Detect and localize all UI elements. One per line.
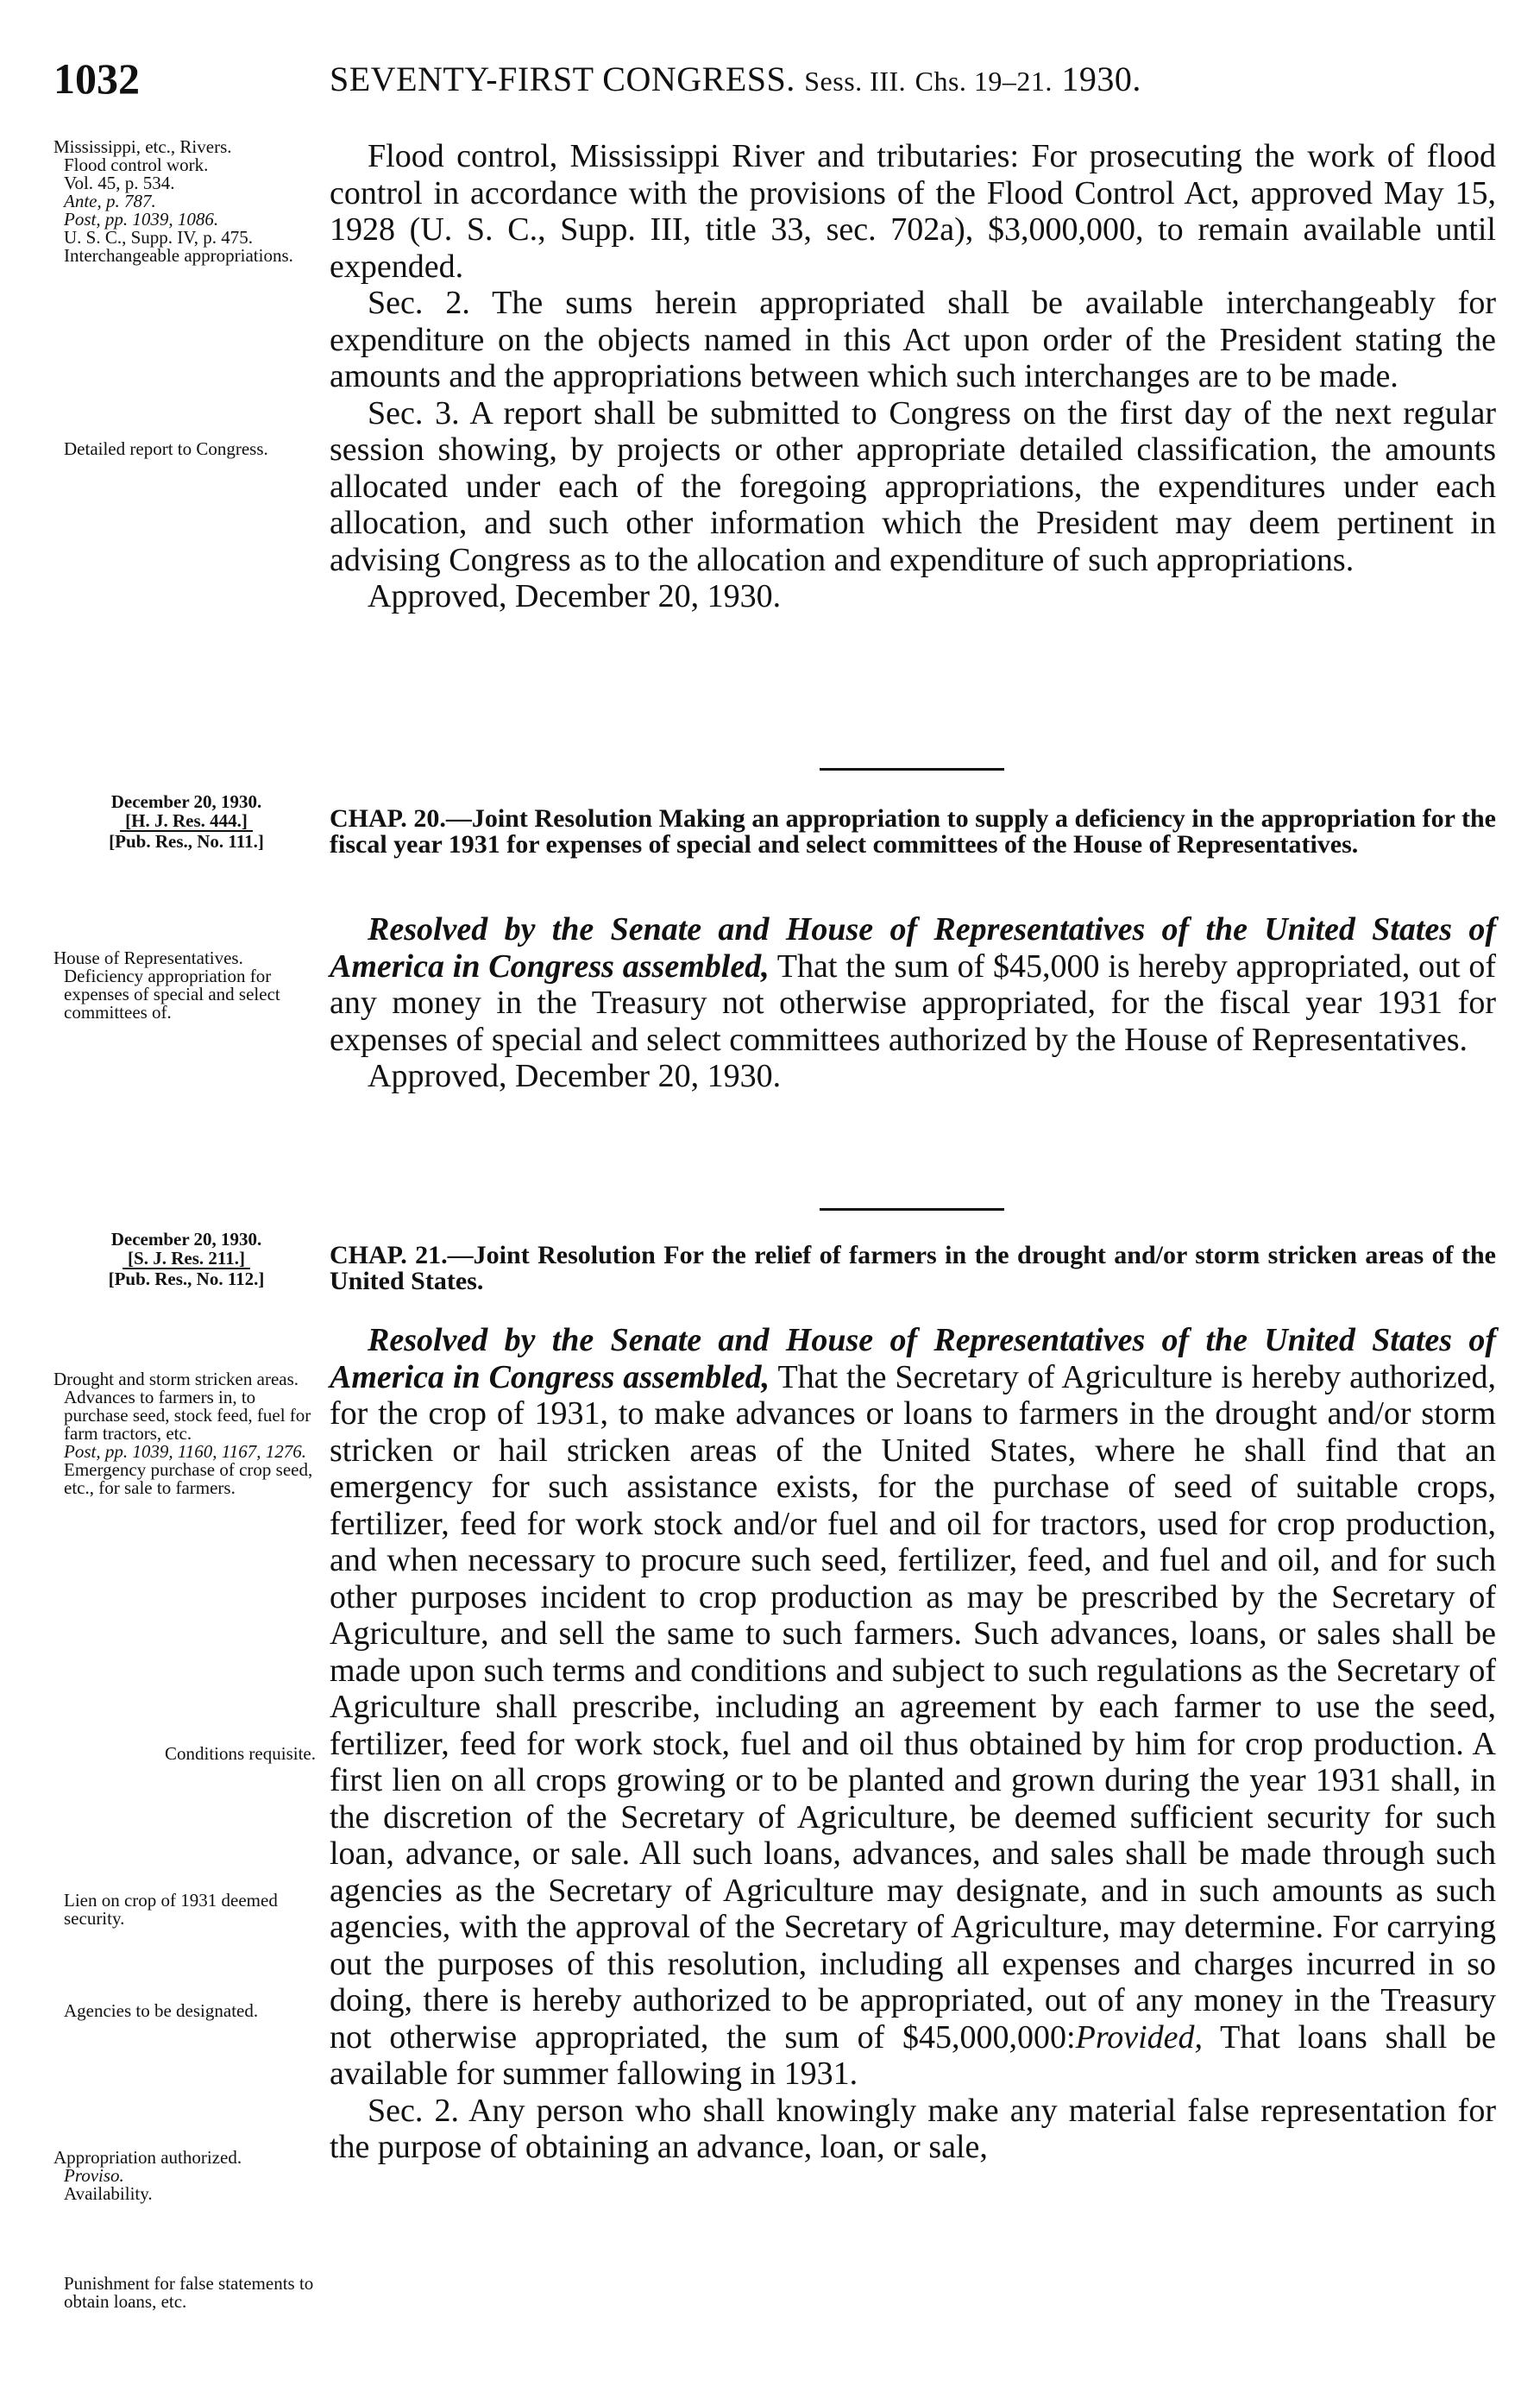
chap20-margin-notes [53,949,319,1022]
chap21-margin-drought [53,1370,319,1497]
margin-note: Advances to farmers in, to purchase seed, stock feed, fuel for farm tractors, etc. [64,1387,311,1444]
margin-notes-flood [53,138,319,265]
chap20-pub: [Pub. Res., No. 111.] [109,831,264,852]
paragraph [330,911,1496,1058]
paragraph: Sec. 2. Any person who shall knowingly make any material false representation for the purpose of obtaining an advance, loan, or sale, [330,2092,1496,2165]
margin-note: Post, pp. 1039, 1086. [64,209,219,230]
chap20-date-box [53,792,319,851]
margin-note: Availability. [64,2183,153,2204]
session-label: Sess. III. [804,66,907,97]
running-header [53,54,1503,105]
section-divider [820,1208,1004,1211]
chap21-margin-lien [53,1892,319,1928]
year-label: 1930. [1061,60,1141,98]
margin-note: Conditions requisite. [165,1743,316,1764]
chap21-margin-punishment [53,2275,319,2311]
approval-line: Approved, December 20, 1930. [368,1058,782,1094]
margin-note-report [53,440,319,458]
chap21-date-box [53,1230,319,1288]
paragraph: Sec. 3. A report shall be submitted to Congress on the first day of the next regular session showing, by projects or other appropriate detailed classification, the amounts allocated under each of the foregoing appropriations, the expenditures under each allocation, and such other information which the President may deem pertinent in advising Congress as to the allocation and expenditure of such appropriations. [330,394,1496,578]
paragraph [330,1322,1496,2093]
paragraph: Flood control, Mississippi River and tributaries: For prosecuting the work of flood control in accordance with the provisions of the Flood Control Act, approved May 15, 1928 (U. S. C., Supp. III, title 33, sec. 702a), $3,000,000, to remain available until expended. [330,138,1496,285]
resolved-clause: Resolved by the Senate and House of Representatives of the United States of America in Congress assembled, [330,911,1496,985]
margin-note: Proviso. [64,2165,124,2186]
approval-line: Approved, December 20, 1930. [368,578,782,614]
chap20-date: December 20, 1930. [110,791,262,812]
margin-note: Drought and storm stricken areas. [53,1369,299,1389]
margin-note: Interchangeable appropriations. [64,245,293,266]
margin-note: Mississippi, etc., Rivers. [53,136,232,157]
resolution-text: That loans shall be available for summer fallowing in 1931. [330,2018,1497,2092]
chap21-body [330,1322,1496,2166]
chap21-margin-agencies [53,2002,319,2020]
chap20-body [330,911,1496,1095]
congress-title: SEVENTY-FIRST CONGRESS. [330,60,795,98]
page-number: 1032 [53,54,140,103]
chap20-res: [H. J. Res. 444.] [53,811,319,832]
chap21-margin-appropriation [53,2149,319,2203]
chap20-heading: CHAP. 20.—Joint Resolution Making an appropriation to supply a deficiency in the appropriation for the fiscal year 1931 for expenses of special and select committees of the House of Representatives. [330,804,1496,859]
resolution-text: That the sum of $45,000 is hereby appropriated, out of any money in the Treasury not otherwise appropriated, for the fiscal year 1931 for expenses of special and select committees authorized by the House of Representatives. [330,948,1496,1058]
margin-note: Post, pp. 1039, 1160, 1167, 1276. [64,1441,306,1462]
margin-note: U. S. C., Supp. IV, p. 475. [64,227,253,248]
margin-note: Lien on crop of 1931 deemed security. [64,1890,278,1929]
margin-note: Flood control work. [64,154,209,175]
chap21-res: [S. J. Res. 211.] [53,1249,319,1269]
section-divider [820,768,1004,771]
margin-note: Appropriation authorized. [53,2147,242,2168]
resolution-text: That the Secretary of Agriculture is hereby authorized, for the crop of 1931, to make advances or loans to farmers in the drought and/or storm stricken or hail stricken areas of the United States, where he shall find that an emergency for such assistance exists, for the purchase of seed of suitable crops, fertilizer, feed for work stock and/or fuel and oil for tractors, used for crop production, and when necessary to procure such seed, fertilizer, feed, and fuel and oil, and for such other purposes incident to crop production as may be prescribed by the Secretary of Agriculture, and sell the same to such farmers. Such advances, loans, or sales shall be made upon such terms and conditions and subject to such regulations as the Secretary of Agriculture shall prescribe, including an agreement by each farmer to use the seed, fertilizer, feed for work stock, fuel and oil thus obtained by him for crop production. A first lien on all crops growing or to be planted and grown during the year 1931 shall, in the discretion of the Secretary of Agriculture, be deemed sufficient security for such loan, advance, or sale. All such loans, advances, and sales shall be made through such agencies as the Secretary of Agriculture may designate, and in such amounts as such agencies, with the approval of the Secretary of Agriculture, may determine. For carrying out the purposes of this resolution, including all expenses and charges incurred in so doing, there is hereby authorized to be appropriated, out of any money in the Treasury not otherwise appropriated, the sum of $45,000,000: [330,1358,1496,2056]
chap21-heading: CHAP. 21.—Joint Resolution For the relief of farmers in the drought and/or storm stricken areas of the United States. [330,1241,1496,1295]
margin-note: Detailed report to Congress. [64,438,268,459]
margin-note: Ante, p. 787. [64,191,156,211]
running-title [330,59,1141,99]
margin-note: Agencies to be designated. [64,2000,259,2021]
paragraph: Sec. 2. The sums herein appropriated shall be available interchangeably for expenditure on the objects named in this Act upon order of the President stating the amounts and the appropriations between which such interchanges are to be made. [330,285,1496,394]
margin-note: Punishment for false statements to obtain loans, etc. [64,2273,314,2312]
chapters-label: Chs. 19–21. [915,66,1053,97]
chap21-pub: [Pub. Res., No. 112.] [108,1269,265,1289]
chap21-date: December 20, 1930. [110,1229,262,1250]
margin-note: Deficiency appropriation for expenses of special and select committees of. [64,966,280,1023]
margin-note: House of Representatives. [53,948,243,968]
flood-control-section [330,138,1496,615]
chap21-margin-conditions [53,1745,319,1763]
proviso-word: Provided, [1075,2018,1203,2056]
margin-note: Emergency purchase of crop seed, etc., for sale to farmers. [64,1459,313,1498]
resolved-clause: Resolved by the Senate and House of Representatives of the United States of America in Congress assembled, [330,1322,1496,1395]
margin-note: Vol. 45, p. 534. [64,173,175,193]
